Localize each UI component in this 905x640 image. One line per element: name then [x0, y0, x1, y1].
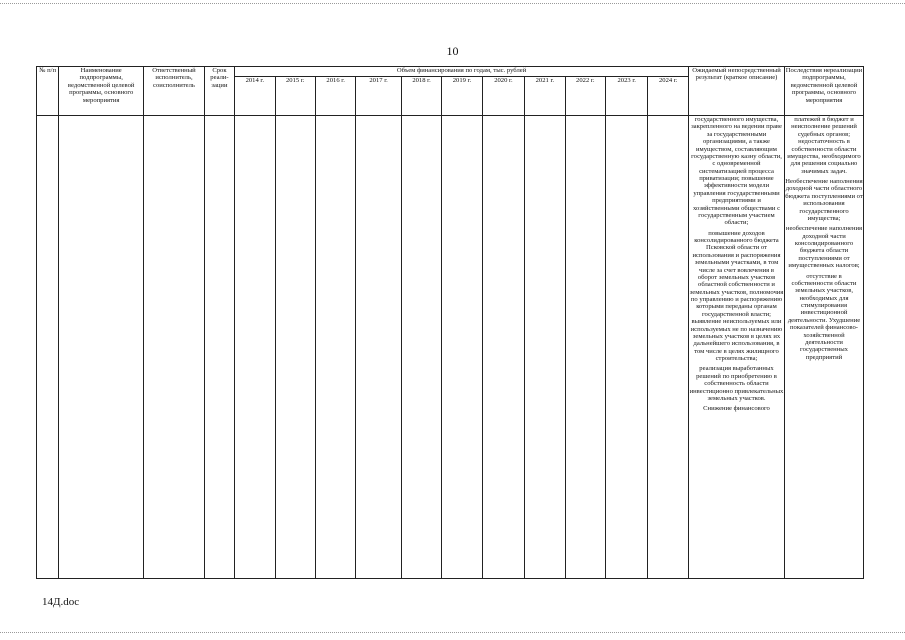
header-year: 2024 г. — [648, 77, 689, 116]
cell-responsible — [144, 116, 205, 579]
expected-result-paragraph: Снижение финансового — [703, 405, 770, 413]
cell-funding — [401, 116, 441, 579]
consequences-paragraph: Необеспечение наполнения доходной части областного бюджета поступлениями от использования государственного имущества; — [785, 178, 863, 222]
cell-consequences — [785, 116, 864, 579]
header-consequences: Последствия нереализации подпрограммы, ведомственной целевой программы, основного мероприятия — [785, 67, 864, 116]
scan-bottom-edge — [0, 632, 905, 635]
header-year: 2021 г. — [525, 77, 565, 116]
cell-num — [37, 116, 59, 579]
header-name: Наименование подпрограммы, ведомственной целевой программы, основного мероприятия — [59, 67, 144, 116]
header-year: 2022 г. — [565, 77, 605, 116]
header-year: 2020 г. — [482, 77, 524, 116]
cell-funding — [315, 116, 355, 579]
header-term: Срок реали-зации — [204, 67, 234, 116]
header-year: 2017 г. — [356, 77, 401, 116]
header-year: 2023 г. — [605, 77, 647, 116]
consequences-paragraph: платежей в бюджет и неисполнение решений судебных органов; недостаточность в собственности области имущества, необходимого для решения социально значимых задач. — [787, 116, 861, 175]
header-year: 2018 г. — [401, 77, 441, 116]
consequences-paragraph: необеспечение наполнения доходной части консолидированного бюджета области поступлениями от имущественных налогов; — [785, 225, 863, 270]
cell-funding — [605, 116, 647, 579]
cell-funding — [525, 116, 565, 579]
header-year: 2019 г. — [442, 77, 482, 116]
page-number: 10 — [446, 44, 459, 58]
header-year: 2016 г. — [315, 77, 355, 116]
document-filename: 14Д.doc — [42, 596, 80, 608]
cell-funding — [356, 116, 401, 579]
cell-funding — [235, 116, 275, 579]
header-year: 2015 г. — [275, 77, 315, 116]
expected-result-paragraph: повышение доходов консолидированного бюджета Псковской области от использования и распоряжения земельными участками, в том числе за счет вовлечения в оборот земельных участков областной собственности и земельных участков, полномочия по управлению и распоряжению которыми переданы органам государственной власти; выявление неиспользуемых или используемых не по назначению земельных участков в целях их дальнейшего использования, в том числе в целях жилищного строительства; — [689, 229, 784, 362]
cell-funding — [442, 116, 482, 579]
cell-funding — [648, 116, 689, 579]
header-year: 2014 г. — [235, 77, 275, 116]
program-table — [36, 66, 864, 579]
cell-funding — [482, 116, 524, 579]
header-funding: Объем финансирования по годам, тыс. рублей — [235, 67, 689, 77]
expected-result-paragraph: государственного имущества, закрепленного на ведении праве за государственными организациями, а также имуществом, составляющим государственную казну области, с одновременной систематизацией процесса приватизации; повышение эффективности модели управления государственными предприятиями и хозяйственными обществами с государственным участием области; — [691, 116, 782, 227]
cell-funding — [565, 116, 605, 579]
expected-result-paragraph: реализация выработанных решений по приобретению в собственность области инвестиционно привлекательных земельных участков. — [689, 365, 784, 402]
cell-expected-result — [688, 116, 784, 579]
header-expected-result: Ожидаемый непосредственный результат (краткое описание) — [688, 67, 784, 116]
cell-name — [59, 116, 144, 579]
cell-term — [204, 116, 234, 579]
scan-top-edge — [0, 3, 905, 6]
consequences-paragraph: отсутствие в собственности области земельных участков, необходимых для стимулирования инвестиционной деятельности. Ухудшение показателей финансово-хозяйственной деятельности государственных предприятий — [787, 272, 861, 361]
cell-funding — [275, 116, 315, 579]
header-responsible: Ответственный исполнитель, соисполнитель — [144, 67, 205, 116]
header-num: № п/п — [37, 67, 59, 116]
